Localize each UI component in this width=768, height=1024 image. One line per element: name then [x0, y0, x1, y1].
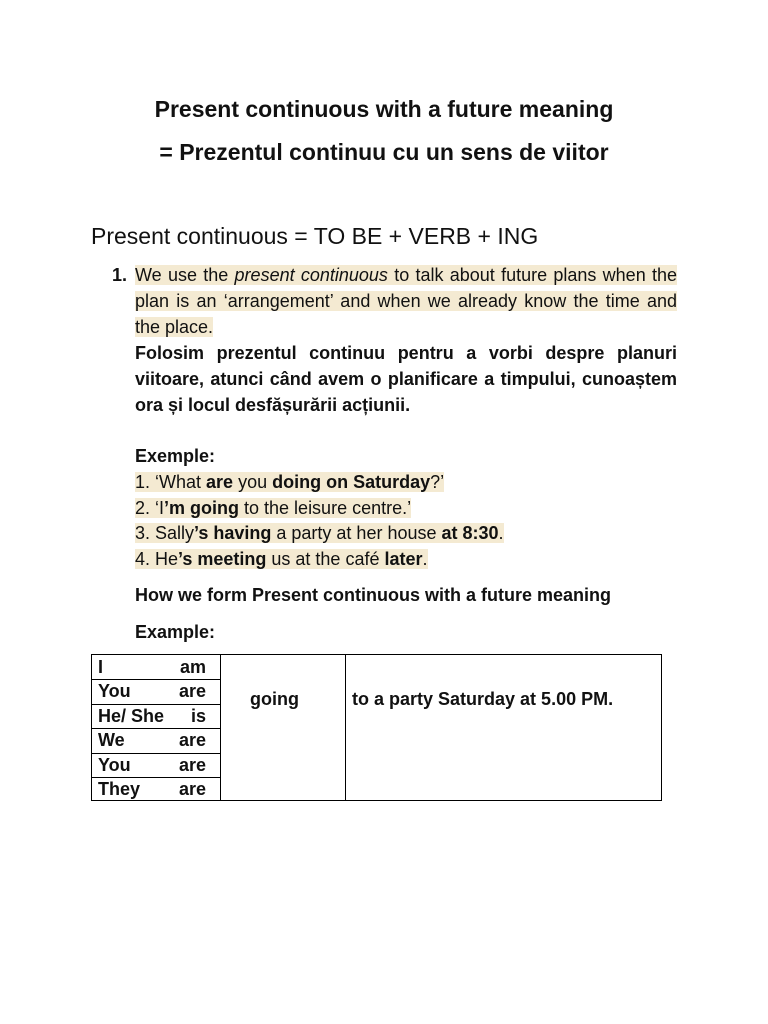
example-line-4: 4. He’s meeting us at the café later.	[135, 549, 428, 569]
subject-row	[98, 777, 206, 801]
examples-heading: Exemple:	[135, 446, 216, 466]
subject-row	[98, 655, 206, 679]
subject-pronoun: We	[98, 730, 125, 750]
form-heading: How we form Present continuous with a future meaning	[135, 585, 612, 605]
point-number: 1.	[112, 265, 128, 285]
subject-pronoun: You	[98, 755, 131, 775]
title-english: Present continuous with a future meaning	[154, 96, 614, 122]
subject-verb: am	[179, 657, 206, 677]
explanation-text-2: to talk about future plans when the plan is an ‘arrangement’ and when we already know the time and the place.	[135, 265, 677, 337]
subject-pronoun: I	[98, 657, 104, 677]
subject-pronoun: You	[98, 681, 131, 701]
example-line-1: 1. ‘What are you doing on Saturday?’	[135, 472, 445, 492]
subject-row	[98, 753, 206, 777]
explanation-english	[135, 262, 677, 340]
subject-verb: are	[178, 755, 206, 775]
explanation-romanian: Folosim prezentul continuu pentru a vorbi despre planuri viitoare, atunci când avem o planificare a timpului, cunoaștem ora și locul desfășurării acțiunii.	[135, 343, 677, 415]
column-divider-2	[345, 655, 346, 800]
example-label: Example:	[135, 622, 216, 642]
subject-pronoun: They	[98, 779, 141, 799]
explanation-term: present continuous	[234, 265, 388, 285]
subject-row	[98, 704, 206, 728]
subject-pronoun: He/ She	[98, 706, 165, 726]
subject-verb: is	[190, 706, 206, 726]
subject-verb: are	[178, 681, 206, 701]
column-divider-1	[220, 655, 221, 800]
explanation-text-1: We use the	[135, 265, 235, 285]
example-line-3: 3. Sally’s having a party at her house at 8:30.	[135, 523, 504, 543]
subject-verb: are	[178, 730, 206, 750]
table-cell-rest: to a party Saturday at 5.00 PM.	[352, 689, 614, 709]
table-cell-going: going	[250, 689, 299, 709]
conjugation-table	[91, 654, 662, 801]
subject-verb: are	[178, 779, 206, 799]
title-romanian: = Prezentul continuu cu un sens de viitor	[159, 139, 609, 165]
subject-row	[98, 728, 206, 752]
example-line-2: 2. ‘I’m going to the leisure centre.’	[135, 498, 412, 518]
formula-heading: Present continuous = TO BE + VERB + ING	[91, 223, 539, 249]
subject-row	[98, 679, 206, 703]
